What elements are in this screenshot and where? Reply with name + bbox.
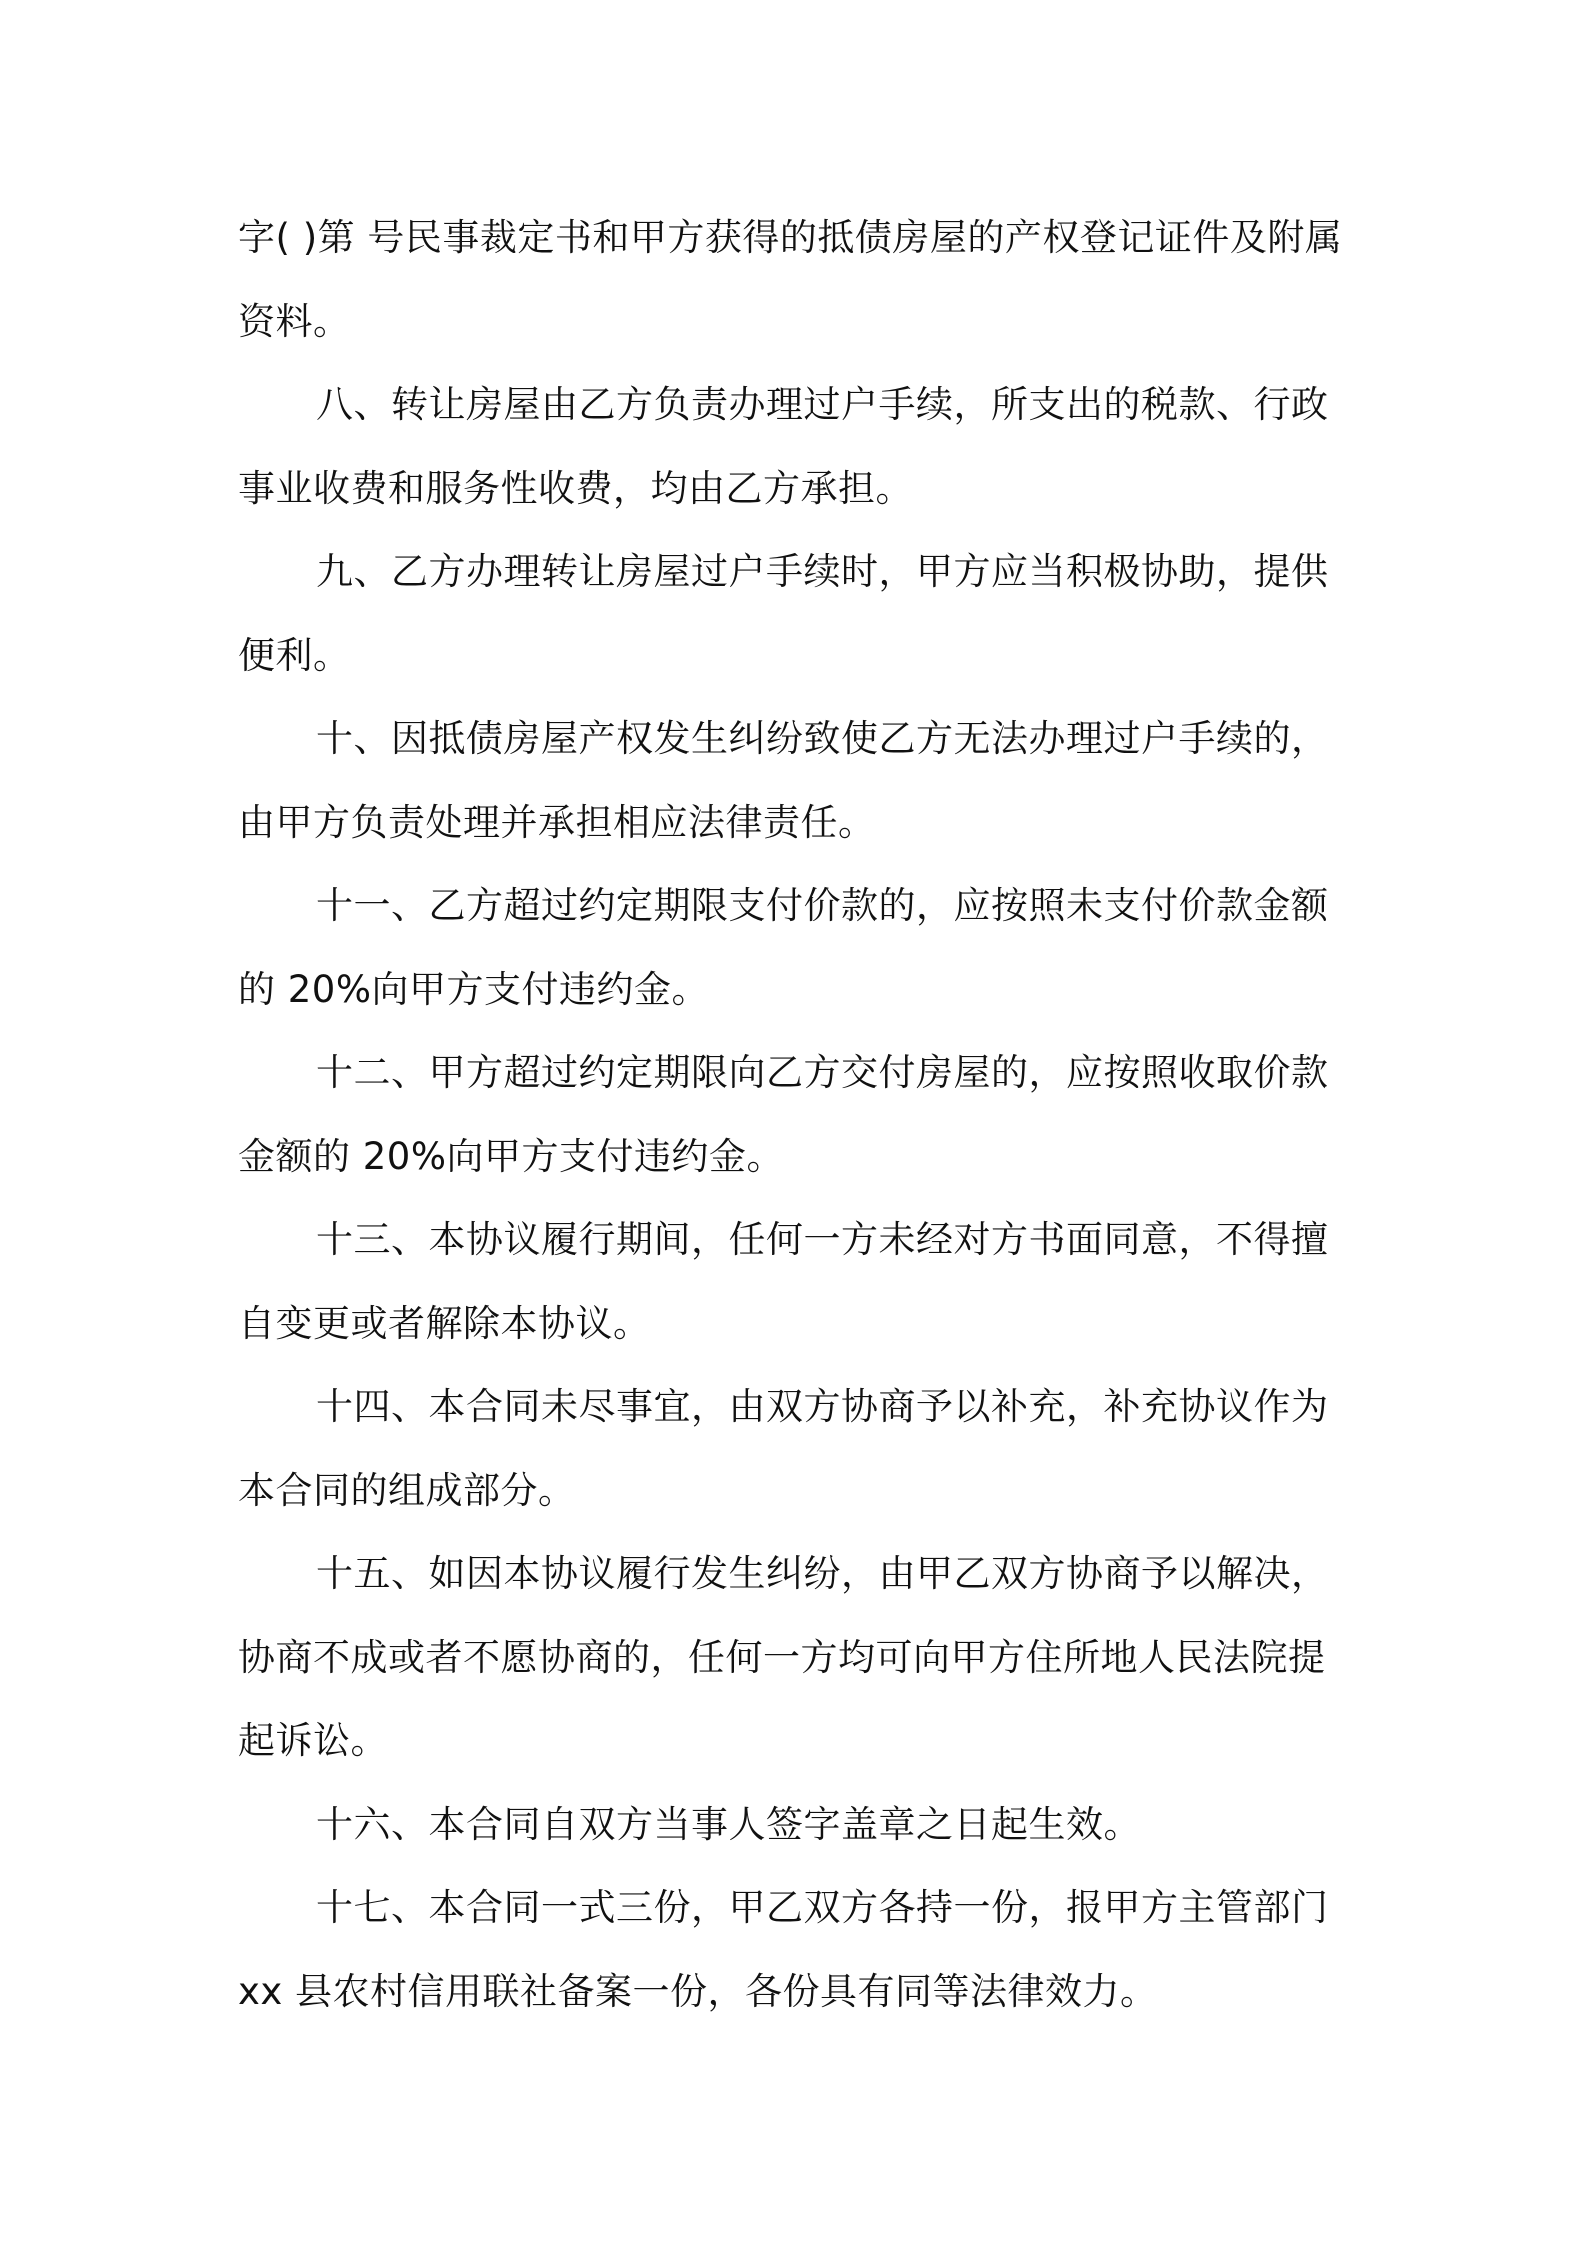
clause-16: 十六、本合同自双方当事人签字盖章之日起生效。	[316, 1802, 1141, 1846]
clause-15: 十五、如因本协议履行发生纠纷，由甲乙双方协商予以解决，协商不成或者不愿协商的，任何一方均可向甲方住所地人民法院提起诉讼。	[238, 1552, 1329, 1762]
paragraph-continuation: 字( )第 号民事裁定书和甲方获得的抵债房屋的产权登记证件及附属资料。	[238, 216, 1343, 343]
clause-14: 十四、本合同未尽事宜，由双方协商予以补充，补充协议作为本合同的组成部分。	[238, 1385, 1329, 1512]
clause-17: 十七、本合同一式三份，甲乙双方各持一份，报甲方主管部门 xx 县农村信用联社备案一份，各份具有同等法律效力。	[238, 1886, 1329, 2013]
clause-10: 十、因抵债房屋产权发生纠纷致使乙方无法办理过户手续的，由甲方负责处理并承担相应法律责任。	[238, 717, 1329, 844]
clause-8: 八、转让房屋由乙方负责办理过户手续，所支出的税款、行政事业收费和服务性收费，均由乙方承担。	[238, 383, 1329, 510]
contract-body	[238, 196, 1358, 2033]
clause-13: 十三、本协议履行期间，任何一方未经对方书面同意，不得擅自变更或者解除本协议。	[238, 1218, 1329, 1345]
clause-11: 十一、乙方超过约定期限支付价款的，应按照未支付价款金额的 20%向甲方支付违约金。	[238, 884, 1329, 1011]
clause-12: 十二、甲方超过约定期限向乙方交付房屋的，应按照收取价款金额的 20%向甲方支付违约金。	[238, 1051, 1329, 1178]
clause-9: 九、乙方办理转让房屋过户手续时，甲方应当积极协助，提供便利。	[238, 550, 1329, 677]
